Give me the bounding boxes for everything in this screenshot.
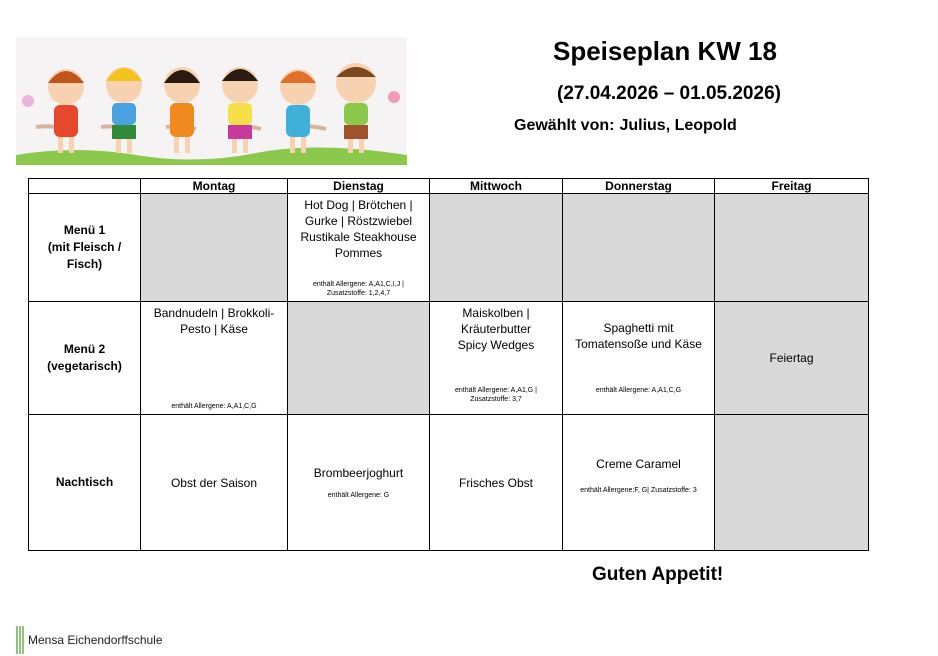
row-label-dessert [29, 415, 141, 551]
dish-text: Brombeerjoghurt [313, 466, 404, 480]
chosen-by-label: Gewählt von: [514, 117, 615, 134]
row-label-menu2 [29, 302, 141, 415]
menu2-dienstag-cell [288, 302, 430, 415]
dish-line: Rustikale Steakhouse [300, 230, 417, 244]
allergen-note [563, 386, 714, 395]
footer-text: Mensa Eichendorffschule [28, 633, 163, 647]
allergen-note [141, 402, 287, 411]
table-row-menu2 [29, 302, 869, 415]
greeting: Guten Appetit! [592, 564, 724, 585]
day-header-freitag: Freitag [715, 179, 869, 194]
allergen-note: enthält Allergene: G [327, 492, 390, 499]
dish-line: Bandnudeln | Brokkoli- [153, 306, 275, 320]
day-header-mittwoch: Mittwoch [430, 179, 563, 194]
menu-table [28, 178, 869, 551]
menu1-freitag-cell [715, 194, 869, 302]
menu2-mittwoch-cell [430, 302, 563, 415]
note-line: Zusatzstoffe: 1,2,4,7 [326, 290, 391, 297]
day-header-montag: Montag [141, 179, 288, 194]
holiday-label: Feiertag [769, 351, 814, 365]
week-date-range: (27.04.2026 – 01.05.2026) [557, 83, 781, 104]
dessert-dienstag-cell [288, 415, 430, 551]
row-label-menu1 [29, 194, 141, 302]
dish-text: Obst der Saison [170, 475, 258, 490]
row-label-line: Nachtisch [55, 475, 114, 489]
dessert-freitag-cell [715, 415, 869, 551]
allergen-note [430, 386, 562, 404]
menu1-dienstag-cell [288, 194, 430, 302]
menu1-montag-cell [141, 194, 288, 302]
dish-text: Creme Caramel [596, 457, 681, 471]
row-label-line: Menü 2 [63, 342, 106, 356]
row-label-line: (vegetarisch) [47, 359, 122, 373]
dish-line: Gurke | Röstzwiebel [304, 214, 413, 228]
dish-line: Tomatensoße und Käse [575, 337, 702, 351]
menu2-donnerstag-cell [563, 302, 715, 415]
dish-line: Hot Dog | Brötchen | [304, 198, 413, 212]
dessert-montag-cell [141, 415, 288, 551]
dish-line: Spicy Wedges [457, 338, 535, 352]
note-line: enthält Allergene: A,A1,C,G [595, 387, 682, 394]
day-header-donnerstag: Donnerstag [563, 179, 715, 194]
dish-line: Maiskolben | [462, 306, 530, 320]
menu1-donnerstag-cell [563, 194, 715, 302]
dish-text: Frisches Obst [458, 475, 533, 490]
row-label-line: Fisch) [66, 257, 103, 271]
allergen-note: enthält Allergene:F, G| Zusatzstoffe: 3 [580, 487, 697, 494]
dish-text [288, 197, 429, 261]
dish-line: Spaghetti mit [603, 321, 674, 335]
table-row-menu1 [29, 194, 869, 302]
dish-text [563, 320, 714, 352]
dish-line: Kräuterbutter [460, 322, 532, 336]
kids-banner-illustration [16, 37, 407, 165]
page-title: Speiseplan KW 18 [553, 36, 777, 66]
note-line: enthält Allergene: A,A1,C,I,J | [313, 281, 404, 288]
dessert-donnerstag-cell [563, 415, 715, 551]
chosen-by-names: Julius, Leopold [619, 117, 737, 134]
table-header-row [29, 179, 869, 194]
table-row-dessert [29, 415, 869, 551]
row-label-line: Menü 1 [63, 223, 106, 237]
note-line: enthält Allergene: A,A1,G | [455, 387, 537, 394]
dish-line: Pesto | Käse [180, 322, 248, 336]
footer [16, 624, 163, 656]
note-line: enthält Allergene: A,A1,C,G [171, 403, 257, 410]
footer-bars-logo [16, 626, 25, 654]
allergen-note [288, 280, 429, 298]
dessert-mittwoch-cell [430, 415, 563, 551]
dish-text [141, 305, 287, 337]
dish-text [430, 305, 562, 353]
corner-cell [29, 179, 141, 194]
dish-line: Pommes [334, 246, 383, 260]
row-label-line: (mit Fleisch / [47, 240, 122, 254]
chosen-by [514, 117, 737, 135]
menu2-montag-cell [141, 302, 288, 415]
day-header-dienstag: Dienstag [288, 179, 430, 194]
menu1-mittwoch-cell [430, 194, 563, 302]
menu2-freitag-cell [715, 302, 869, 415]
note-line: Zusatzstoffe: 3,7 [470, 396, 522, 403]
